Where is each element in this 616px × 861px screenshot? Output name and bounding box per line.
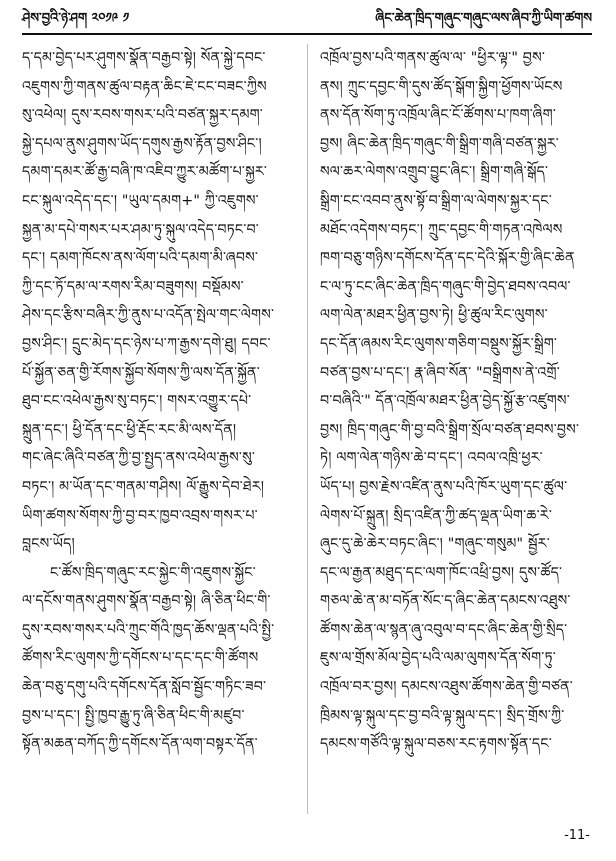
text-line: འཁྲོལ་བྱས་པའི་གནས་ཚུལ་ལ་ "ཕྱིར་ལྟ་" བྱས་	[320, 50, 546, 66]
text-line: འཁྲོལ་བར་བྱས། དམངས་འཐུས་ཚོགས་ཆེན་གྱི་བཙན་	[320, 679, 573, 696]
text-line: བ་བཞིའི་" དོན་འཁྲོལ་མཐར་ཕྱིན་བྱེད་སྐྱོ་རྩ་འཛུགས་	[320, 393, 570, 410]
text-line: དམངས་གཙོའི་ལྟ་སྐུལ་བཅས་རང་རྟགས་སྟོན་དང་	[320, 736, 552, 753]
text-line: ཞུང་དུ་ཆེ་ཆེར་བཏང་ཞིང་། "གཞུང་གསུམ" སྦྱོར་	[320, 536, 550, 553]
text-line: ཁྲིམས་ལྟ་སྐུལ་དང་བྱ་བའི་ལྟ་སྐུལ་དང་། སྲིད་གྲོས་ཀྱི་	[320, 707, 565, 724]
running-header	[22, 10, 592, 32]
text-line: པོ་སྐྱོན་ཅན་གྱི་རོགས་སྐྱོབ་སོགས་ཀྱི་ལས་དོན་སྐྱོན་	[22, 364, 260, 381]
right-column	[320, 44, 592, 814]
text-line: མཐོང་འདེགས་བཏང་། ཀྲུང་དབྱང་གི་གཏན་འཁེལས	[320, 221, 563, 238]
text-line: ནས་དོན་སོག་ཏུ་འཁྲོལ་ཞིང་ངོ་ཚོགས་པ་ཁག་ཞིག་	[320, 107, 557, 124]
text-line: ཆེན་བཅུ་དགུ་པའི་དགོངས་དོན་སློབ་སྦྱོང་གཏིང་ཟབ་	[22, 679, 267, 696]
text-line: ཀྱི་དང་ཏོ་དམ་ལ་རགས་རིམ་བཟུགས། བསྡོམས་	[22, 278, 244, 295]
text-line: སྐྲུན་དང་། ཕྱི་དོན་དང་ཕྱི་རྡོང་རང་མི་ལས་དོན།	[22, 421, 237, 438]
text-line: བཏང་། མ་ཡོན་དང་གནམ་གཤིས། ལོ་རྒྱུས་དེབ་ཐེར།	[22, 478, 265, 495]
text-line: ཁག་བཅུ་གཉིས་དགོངས་དོན་དང་དེའི་སྐོར་གྱི་ཞིང་ཆེན	[320, 250, 575, 267]
text-line: འཇུགས་ཀྱི་གནས་ཚུལ་བརྟན་ཆིང་ཇེ་ངང་བཟང་ཀྱིས	[22, 78, 267, 95]
text-line: དང་། དམག་ཁོངས་ནས་ལོག་པའི་དམག་མི་ཞབས་	[22, 250, 259, 267]
text-line: ལག་ལེན་མཐར་ཕྱིན་བྱས་ཏེ། ཕྱི་ཚུལ་རིང་ལུགས་	[320, 307, 548, 324]
text-line: སྟོན་མཆན་བཀོད་ཀྱི་དགོངས་དོན་ལག་བསྟར་དོན་	[22, 736, 258, 753]
text-line: བླངས་ཡོད།	[22, 536, 75, 553]
text-line: ངང་སྐུལ་འདེད་དང་། "ཡུལ་དམག+" ཀྱི་འཇུགས་	[22, 192, 259, 209]
text-line: དང་ལ་རྒྱན་མཐུད་དང་ལག་ཁོང་འཕྲི་བྱས། དུས་ཚོད་	[320, 564, 563, 581]
text-line: ང་ཚོས་ཁྲིད་གཞུང་རང་སྐྱེང་གི་འཇུགས་སྐྱོང་	[50, 564, 256, 581]
text-line: དམག་དམར་ཚོ་རྒྱ་བཞི་ཁ་འཇིབ་ཀྱུར་མཚོག་པ་སྐྱར་	[22, 164, 268, 181]
text-line: སྐྱེ་དཔལ་ནུས་ཤུགས་ཡོད་དགུས་རྒྱས་རྟོན་བྱས་ཤིང་།	[22, 135, 262, 152]
text-line: སྒྲིག་ངང་འབབ་ནུས་སྟོ་བ་སྒྲིག་ལ་ལེགས་སྐྱར་དང་	[320, 192, 552, 209]
text-line: བྱས། ཞིང་ཆེན་ཁྲིད་གཞུང་གི་སྒྲིག་གཞི་བཙན་སྐྱར་	[320, 135, 559, 152]
text-line: དུས་རབས་གསར་པའི་ཀྲུང་གོའི་ཁྱད་ཆོས་ལྡན་པའི་སྤྱི་	[22, 621, 275, 638]
page-number: -11-	[564, 828, 590, 843]
text-line: ང་ལ་ཏུ་ངང་ཞིང་ཆེན་ཁྲིད་གཞུང་གི་བྱེད་ཐབས་འབལ་	[320, 278, 571, 295]
text-line: བཙན་བྱས་པ་དང་། རྣ་ཞིབ་སོན་ "བསྒྲིགས་ནེ་འགྲོ་	[320, 364, 560, 381]
text-line: གཅལ་ཆེ་ན་མ་བཏོན་སོང་ད་ཞིང་ཆེན་དམངས་འཐུས་	[320, 593, 571, 610]
text-line: ལེགས་པོ་སྐྲུན། སྲིད་འཛིན་ཀྱི་ཚད་ལྡན་ཡིག་ཆ་རེ་	[320, 507, 552, 524]
text-line: ད་དམ་བྱེད་པར་ཤུགས་སྣོན་བརྒྱབ་སྟེ། སོན་སྐྱེ་དབང་	[22, 50, 266, 66]
header-rule	[22, 33, 592, 35]
text-line: ཡིག་ཚགས་སོགས་ཀྱི་བྱ་བར་ཁྱབ་འབྲས་གསར་པ་	[22, 507, 258, 524]
text-line: ནས། ཀྲུང་དབྱང་གི་དུས་ཚོད་སྒོག་སྐྱིག་ཕྱོགས་ཡོངས	[320, 78, 563, 95]
text-line: ཚོགས་ཆེན་ལ་སྙན་ཞུ་འབུལ་བ་དང་ཞིང་ཆེན་གྱི་སྲིད་	[320, 621, 568, 638]
text-line: ཚོགས་རིང་ལུགས་ཀྱི་དགོངས་པ་དང་དང་གི་ཚོགས	[22, 650, 259, 667]
text-line: སྐྱན་མ་དཔེ་གསར་པར་ཤམ་ཏུ་སྐུལ་འདེད་བཏང་བ་	[22, 221, 259, 238]
text-line: སལ་ཆར་ལེགས་འགྲུབ་བྱུང་ཞིང་། སྒྲིག་གཞི་སྒོད་	[320, 164, 549, 181]
text-line: བྱས། ཁྲིད་གཞུང་གི་བྱ་བའི་སྒྲིག་སྲོལ་བཙན་ཐབས་བྱས་	[320, 421, 580, 438]
text-line: བྱས་ཤིང་། དྲུང་མེད་དང་ཉེས་པ་ཀ་རྒྱས་དགེ་ཐུ། དབང་	[22, 335, 271, 352]
header-journal-title: ཤེས་བྱའི་ཉེ་ཤག ༢༠༡༩ ༡	[22, 10, 130, 26]
text-line: ཐུབ་ངང་འཕེལ་རྒྱས་སུ་བཏང་། གསར་འགྱུར་དཔེ་	[22, 393, 252, 410]
text-line: ཤེས་དང་རྩིས་བཞིར་ཀྱི་ནུས་པ་འདོན་སྤེལ་གང་ལེགས་	[22, 307, 275, 324]
text-line: གང་ཞེང་ཞིའི་བཙན་ཀྱི་བྱ་སྤྱད་ནས་འཕེལ་རྒྱས་སུ་	[22, 450, 256, 467]
text-line: ཇུས་ལ་གྲོས་མོལ་བྱེད་པའི་ལམ་ལུགས་དོན་སོག་ཏུ་	[320, 650, 556, 667]
text-line: དང་དོན་ཞམས་རིང་ལུགས་གཅིག་བསྡུས་སྐྱོར་སྒྲིག་	[320, 335, 558, 352]
column-divider	[307, 44, 308, 814]
text-line: ཏེ། ལག་ལེན་གཉིས་ཆེ་བ་དང་། འབལ་འཁྲི་ཕྱར་	[320, 450, 543, 467]
text-line: ལ་དངོས་གནས་ཤུགས་སྣོན་བརྒྱབ་སྟེ། ཞི་ཅིན་ཕིང་གི་	[22, 593, 271, 610]
body-columns	[22, 44, 592, 814]
header-section-title: ཞིང་ཆེན་ཁྲིད་གཞུང་གཞུང་ལས་ཞིབ་ཀྱི་ཡིག་ཚགས	[375, 10, 592, 26]
text-line: ཡོད་པ། བྱས་རྗེས་འཛིན་ནུས་པའི་ཁོར་ཡུག་དང་ཚུལ་	[320, 478, 568, 495]
left-column	[22, 44, 294, 814]
text-line: བྱས་པ་དང་། སྤྱི་ཁྱབ་རྒྱུ་ཏུ་ཞི་ཅིན་ཕིང་གི་མཛུབ་	[22, 707, 245, 724]
text-line: སུ་འཕེལ། དུས་རབས་གསར་པའི་བཙན་སྐྱར་དམག་	[22, 107, 263, 124]
